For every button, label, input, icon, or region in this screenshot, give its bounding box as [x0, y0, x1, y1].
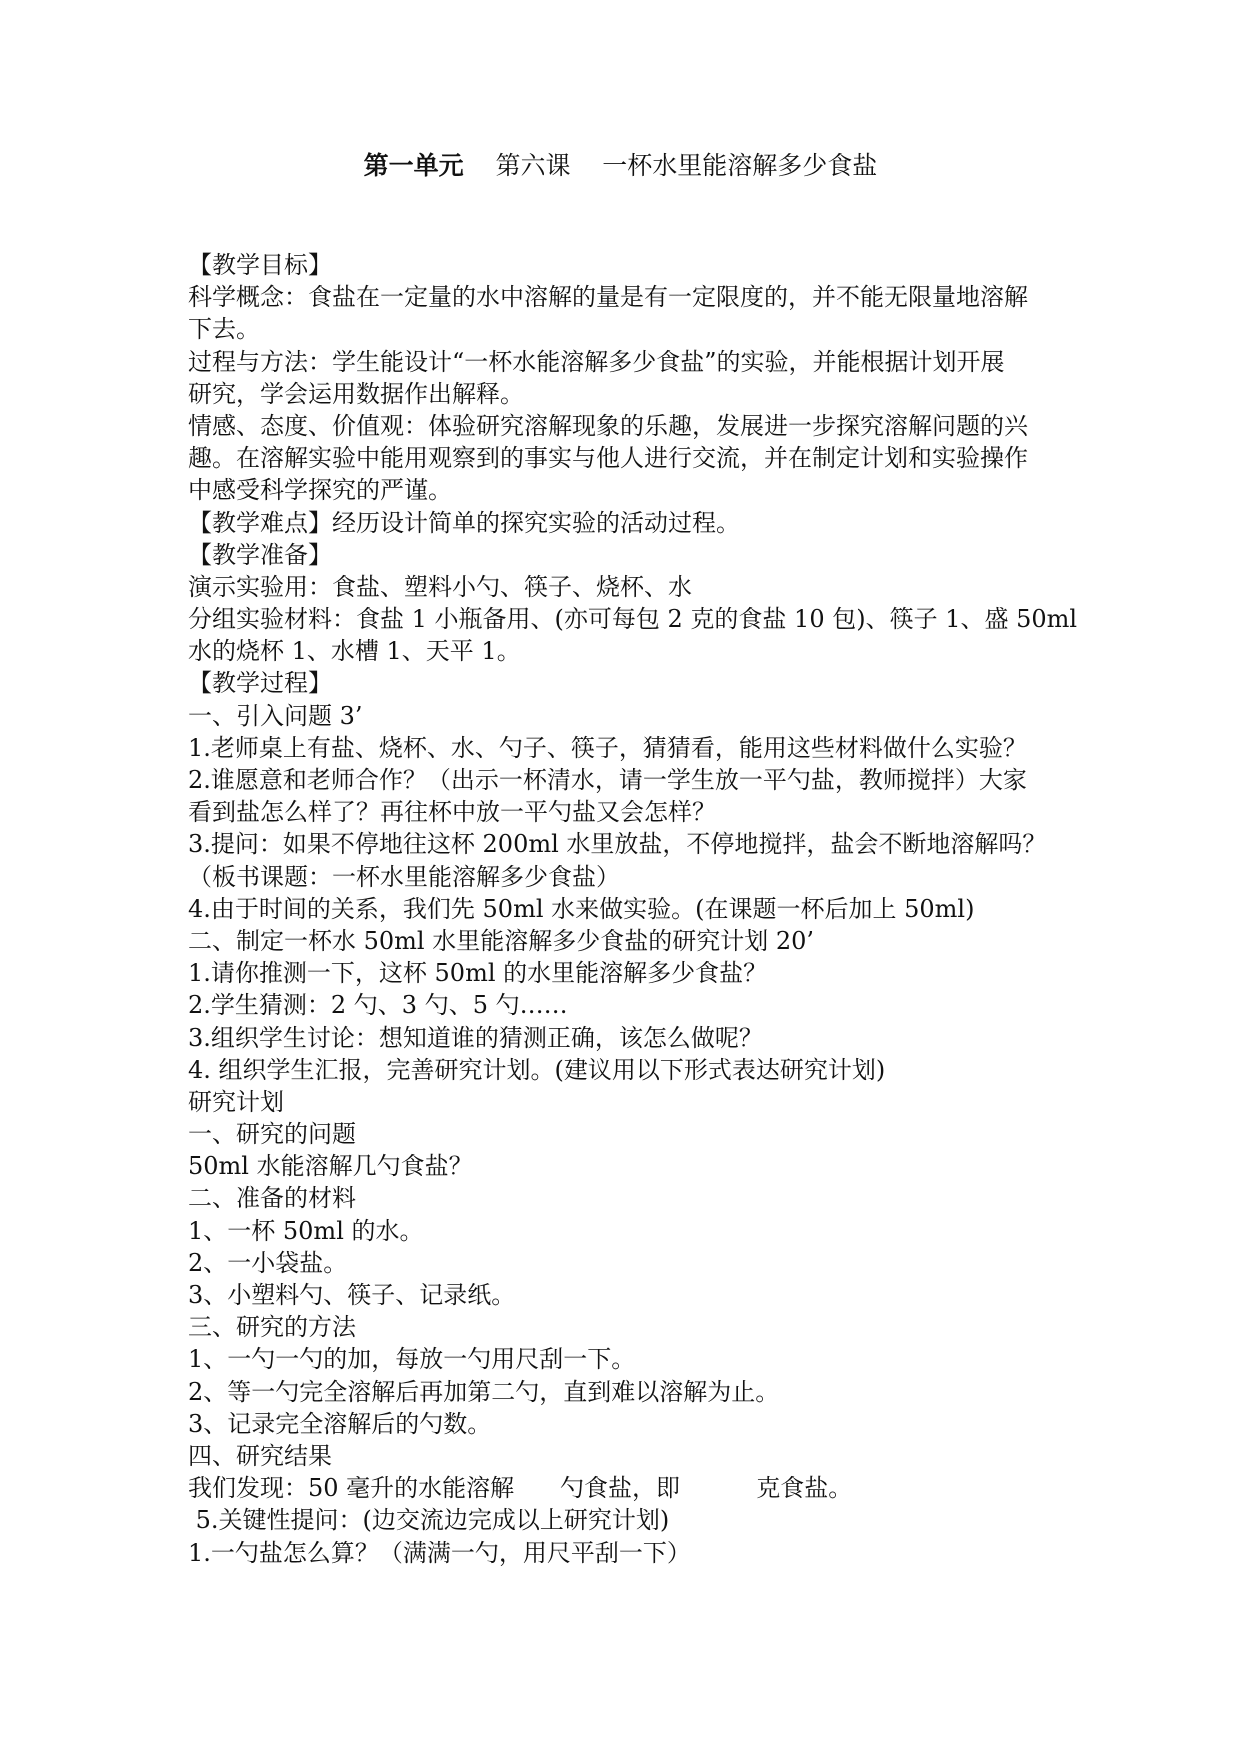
text-line: 下去。 [188, 315, 260, 344]
page-title [0, 148, 1241, 184]
title-topic: 一杯水里能溶解多少食盐 [602, 151, 878, 180]
text-line: 过程与方法：学生能设计“一杯水能溶解多少食盐”的实验，并能根据计划开展 [188, 347, 1005, 376]
result-line: 我们发现：50 毫升的水能溶解 勺食盐，即 克食盐。 [188, 1474, 853, 1503]
list-item: 1、一杯 50ml 的水。 [188, 1216, 424, 1245]
text-line: 情感、态度、价值观：体验研究溶解现象的乐趣，发展进一步探究溶解问题的兴 [188, 411, 1028, 440]
text-line: 2.学生猜测：2 勺、3 勺、5 勺…… [188, 991, 568, 1020]
text-line: 5.关键性提问：(边交流边完成以上研究计划) [188, 1506, 670, 1535]
plan-section-heading: 二、准备的材料 [188, 1184, 356, 1213]
text-line: 3.组织学生讨论：想知道谁的猜测正确，该怎么做呢？ [188, 1023, 763, 1052]
heading-difficulty: 【教学难点】经历设计简单的探究实验的活动过程。 [188, 508, 740, 537]
plan-title: 研究计划 [188, 1087, 284, 1116]
text-line: 1.请你推测一下，这杯 50ml 的水里能溶解多少食盐？ [188, 959, 768, 988]
list-item: 1、一勺一勺的加，每放一勺用尺刮一下。 [188, 1345, 636, 1374]
plan-section-heading: 一、研究的问题 [188, 1120, 356, 1149]
text-line: （板书课题：一杯水里能溶解多少食盐） [188, 862, 620, 891]
text-line: 50ml 水能溶解几勺食盐？ [188, 1152, 473, 1181]
text-line: 4. 组织学生汇报，完善研究计划。(建议用以下形式表达研究计划) [188, 1055, 886, 1084]
list-item: 3、小塑料勺、筷子、记录纸。 [188, 1281, 516, 1309]
plan-section-heading: 四、研究结果 [188, 1441, 332, 1470]
section-heading: 一、引入问题 3’ [188, 701, 363, 730]
title-lesson: 第六课 [495, 151, 571, 180]
text-line: 中感受科学探究的严谨。 [188, 476, 452, 505]
title-unit: 第一单元 [363, 151, 464, 180]
text-line: 研究，学会运用数据作出解释。 [188, 379, 524, 408]
list-item: 3、记录完全溶解后的勺数。 [188, 1409, 492, 1438]
heading-preparation: 【教学准备】 [188, 540, 332, 569]
text-line: 2.谁愿意和老师合作？（出示一杯清水，请一学生放一平勺盐，教师搅拌）大家 [188, 766, 1027, 794]
plan-section-heading: 三、研究的方法 [188, 1313, 356, 1342]
text-line: 4.由于时间的关系，我们先 50ml 水来做实验。(在课题一杯后加上 50ml) [188, 894, 975, 923]
text-line: 3.提问：如果不停地往这杯 200ml 水里放盐，不停地搅拌，盐会不断地溶解吗？ [188, 830, 1047, 859]
text-line: 水的烧杯 1、水槽 1、天平 1。 [188, 637, 521, 666]
list-item: 2、等一勺完全溶解后再加第二勺，直到难以溶解为止。 [188, 1377, 780, 1406]
text-line: 分组实验材料：食盐 1 小瓶备用、(亦可每包 2 克的食盐 10 包)、筷子 1、盛 50ml [188, 605, 1078, 634]
list-item: 2、一小袋盐。 [188, 1248, 348, 1277]
section-heading: 二、制定一杯水 50ml 水里能溶解多少食盐的研究计划 20’ [188, 926, 815, 955]
text-line: 演示实验用：食盐、塑料小勺、筷子、烧杯、水 [188, 572, 692, 601]
heading-process: 【教学过程】 [188, 669, 332, 698]
text-line: 看到盐怎么样了？再往杯中放一平勺盐又会怎样？ [188, 798, 716, 827]
heading-objectives: 【教学目标】 [188, 251, 332, 279]
text-line: 1.老师桌上有盐、烧杯、水、勺子、筷子，猜猜看，能用这些材料做什么实验？ [188, 733, 1027, 762]
text-line: 1.一勺盐怎么算？（满满一勺，用尺平刮一下） [188, 1538, 691, 1567]
lesson-body [188, 249, 1078, 1569]
text-line: 科学概念：食盐在一定量的水中溶解的量是有一定限度的，并不能无限量地溶解 [188, 283, 1028, 312]
text-line: 趣。在溶解实验中能用观察到的事实与他人进行交流，并在制定计划和实验操作 [188, 444, 1028, 473]
